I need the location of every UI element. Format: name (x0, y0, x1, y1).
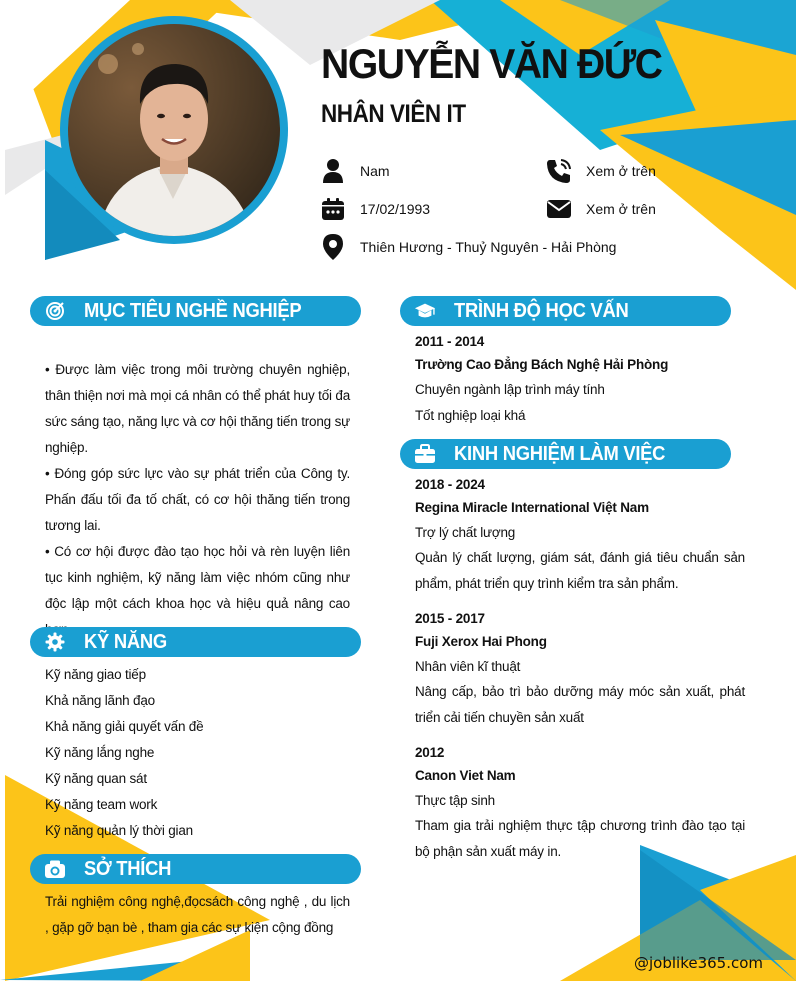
skill-item: Kỹ năng quản lý thời gian (45, 823, 193, 838)
birthday-value: 17/02/1993 (360, 201, 431, 217)
avatar-frame (60, 16, 288, 244)
objective-header (30, 296, 361, 326)
graduation-cap-icon (414, 300, 436, 322)
gender-value: Nam (360, 163, 390, 179)
hobbies-header (30, 854, 361, 884)
job-position: Thực tập sinh (415, 793, 495, 808)
objective-title: MỤC TIÊU NGHỀ NGHIỆP (84, 299, 302, 322)
person-icon (320, 158, 346, 184)
skills-title: KỸ NĂNG (84, 630, 167, 653)
skill-item: Khả năng giải quyết vấn đề (45, 719, 204, 734)
job-position: Nhân viên kĩ thuật (415, 659, 521, 674)
job-period: 2018 - 2024 (415, 477, 485, 492)
job-period: 2015 - 2017 (415, 611, 485, 626)
contact-address (320, 234, 616, 260)
location-pin-icon (320, 234, 346, 260)
job-description: Tham gia trải nghiệm thực tập chương trình đào tạo tại bộ phận sản xuất máy in. (415, 818, 745, 859)
job-description: Quản lý chất lượng, giám sát, đánh giá tiêu chuẩn sản phẩm, phát triển quy trình kiểm tra sản phẩm. (415, 550, 745, 591)
job-position: Trợ lý chất lượng (415, 525, 516, 540)
skill-item: Kỹ năng lắng nghe (45, 745, 155, 760)
objective-paragraph-1: • Được làm việc trong môi trường chuyên nghiệp, thân thiện nơi mà mọi cá nhân có thể phát huy tối đa sức sáng tạo, năng lực và cơ hội thăng tiến trong sự nghiệp. (45, 362, 350, 455)
contact-email (546, 196, 656, 222)
skills-header (30, 627, 361, 657)
job-company: Fuji Xerox Hai Phong (415, 634, 547, 649)
hobbies-title: SỞ THÍCH (84, 857, 172, 880)
briefcase-icon (414, 443, 436, 465)
contact-birthday (320, 196, 430, 222)
hobbies-text: Trải nghiệm công nghệ,đọcsách công nghệ , du lịch , gặp gỡ bạn bè , tham gia các sự kiện cộng đồng (45, 894, 350, 935)
experience-title: KINH NGHIỆM LÀM VIỆC (454, 442, 666, 465)
education-school: Trường Cao Đẳng Bách Nghệ Hải Phòng (415, 357, 669, 372)
contact-gender (320, 158, 390, 184)
camera-icon (44, 858, 66, 880)
job-period: 2012 (415, 745, 445, 760)
job-company: Regina Miracle International Việt Nam (415, 500, 649, 515)
job-title: NHÂN VIÊN IT (321, 100, 466, 128)
phone-value: Xem ở trên (586, 163, 656, 179)
experience-header (400, 439, 731, 469)
avatar (68, 24, 280, 236)
job-company: Canon Viet Nam (415, 768, 516, 783)
skill-item: Kỹ năng quan sát (45, 771, 147, 786)
gear-icon (44, 631, 66, 653)
education-header (400, 296, 731, 326)
objective-paragraph-2: • Đóng góp sức lực vào sự phát triển của Công ty. Phấn đấu tối đa tố chất, có cơ hội thăng tiến trong tương lai. (45, 466, 350, 533)
contact-phone (546, 158, 656, 184)
address-value: Thiên Hương - Thuỷ Nguyên - Hải Phòng (360, 239, 617, 255)
education-major: Chuyên ngành lập trình máy tính (415, 382, 605, 397)
job-description: Nâng cấp, bảo trì bảo dưỡng máy móc sản xuất, phát triển cải tiến chuyền sản xuất (415, 684, 745, 725)
watermark: @joblike365.com (634, 954, 764, 972)
education-period: 2011 - 2014 (415, 334, 485, 349)
skill-item: Kỹ năng team work (45, 797, 158, 812)
objective-paragraph-3: • Có cơ hội được đào tạo học hỏi và rèn luyện liên tục kinh nghiệm, kỹ năng làm việc nhóm cũng như độc lập một cách khoa học và hiệu quả nâng cao (45, 544, 350, 611)
skill-item: Kỹ năng giao tiếp (45, 667, 146, 682)
education-result: Tốt nghiệp loại khá (415, 408, 526, 423)
skill-item: Khả năng lãnh đạo (45, 693, 155, 708)
candidate-name: NGUYỄN VĂN ĐỨC (321, 40, 662, 87)
calendar-icon (320, 196, 346, 222)
education-title: TRÌNH ĐỘ HỌC VẤN (454, 299, 629, 322)
phone-icon (546, 158, 572, 184)
envelope-icon (546, 196, 572, 222)
email-value: Xem ở trên (586, 201, 656, 217)
target-icon (44, 300, 66, 322)
